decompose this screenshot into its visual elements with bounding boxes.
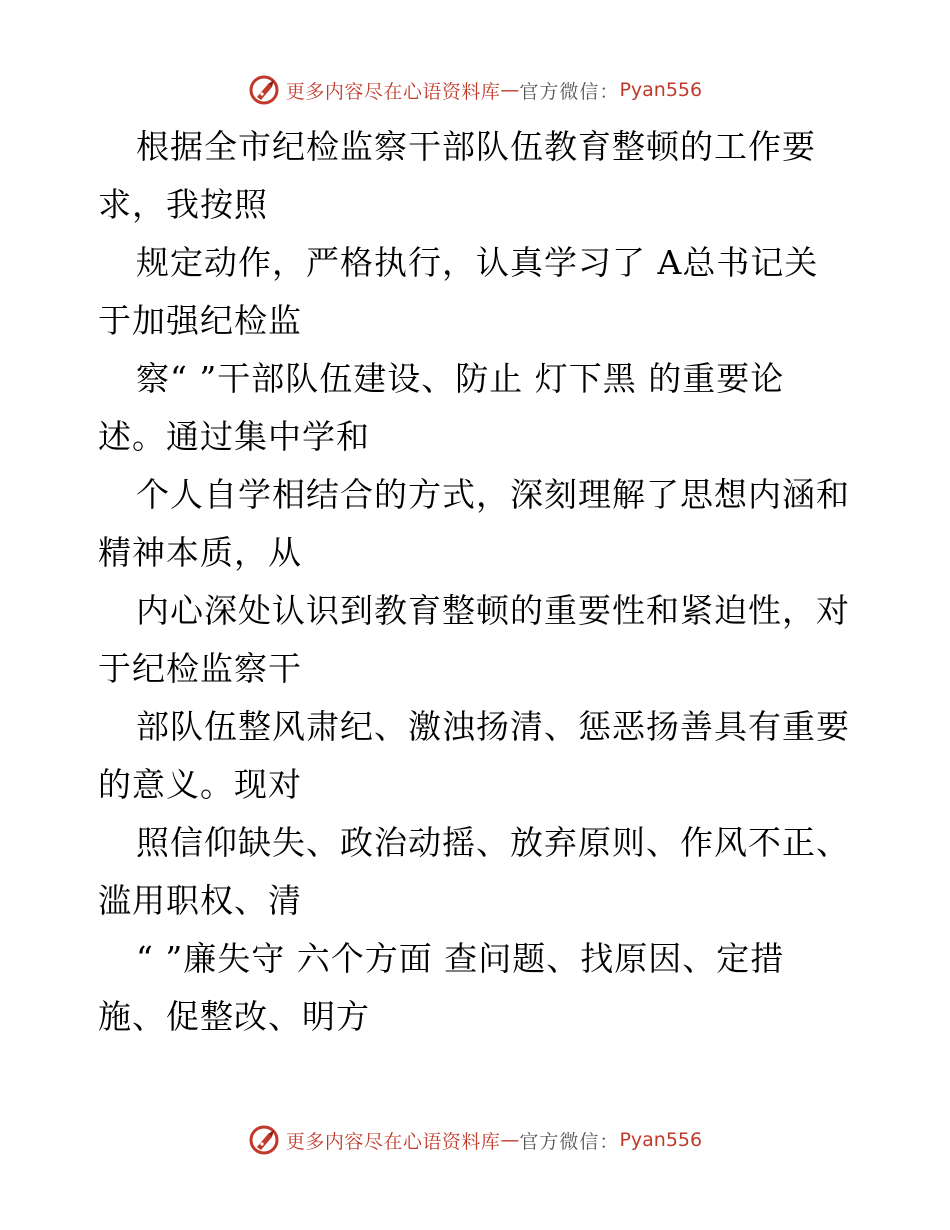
body-line: 滥用职权、清	[98, 881, 302, 920]
body-line: 部队伍整风肃纪、激浊扬清、惩恶扬善具有重要	[136, 707, 850, 746]
body-line: 个人自学相结合的方式，深刻理解了思想内涵和	[136, 475, 850, 514]
pen-nib-logo-icon	[248, 1124, 280, 1156]
site-name-text: 更多内容尽在心语资料库	[285, 80, 501, 103]
body-line: 于加强纪检监	[98, 301, 302, 340]
body-line: “ ”廉失守 六个方面 查问题、找原因、定措	[136, 939, 785, 978]
body-line: 察“ ”干部队伍建设、防止 灯下黑 的重要论	[136, 359, 785, 398]
wechat-label: 官方微信：	[519, 1130, 620, 1153]
wechat-label: 官方微信：	[519, 80, 620, 103]
wechat-id: Pyan556	[619, 79, 703, 101]
site-name-text: 更多内容尽在心语资料库	[285, 1130, 501, 1153]
footer-banner	[0, 1120, 950, 1160]
document-body	[98, 118, 898, 1046]
body-line: 的意义。现对	[98, 765, 302, 804]
pen-nib-logo-icon	[248, 74, 280, 106]
body-line: 求，我按照	[98, 185, 268, 224]
body-line: 施、促整改、明方	[98, 997, 370, 1036]
header-banner	[0, 70, 950, 110]
body-line: 述。通过集中学和	[98, 417, 370, 456]
body-line: 精神本质，从	[98, 533, 302, 572]
banner-dash: —	[500, 1129, 520, 1151]
banner-dash: —	[500, 79, 520, 101]
body-line: 根据全市纪检监察干部队伍教育整顿的工作要	[136, 127, 816, 166]
body-line: 规定动作，严格执行，认真学习了 A总书记关	[136, 243, 819, 282]
body-line: 照信仰缺失、政治动摇、放弃原则、作风不正、	[136, 823, 850, 862]
body-line: 内心深处认识到教育整顿的重要性和紧迫性，对	[136, 591, 850, 630]
wechat-id: Pyan556	[619, 1129, 703, 1151]
body-line: 于纪检监察干	[98, 649, 302, 688]
